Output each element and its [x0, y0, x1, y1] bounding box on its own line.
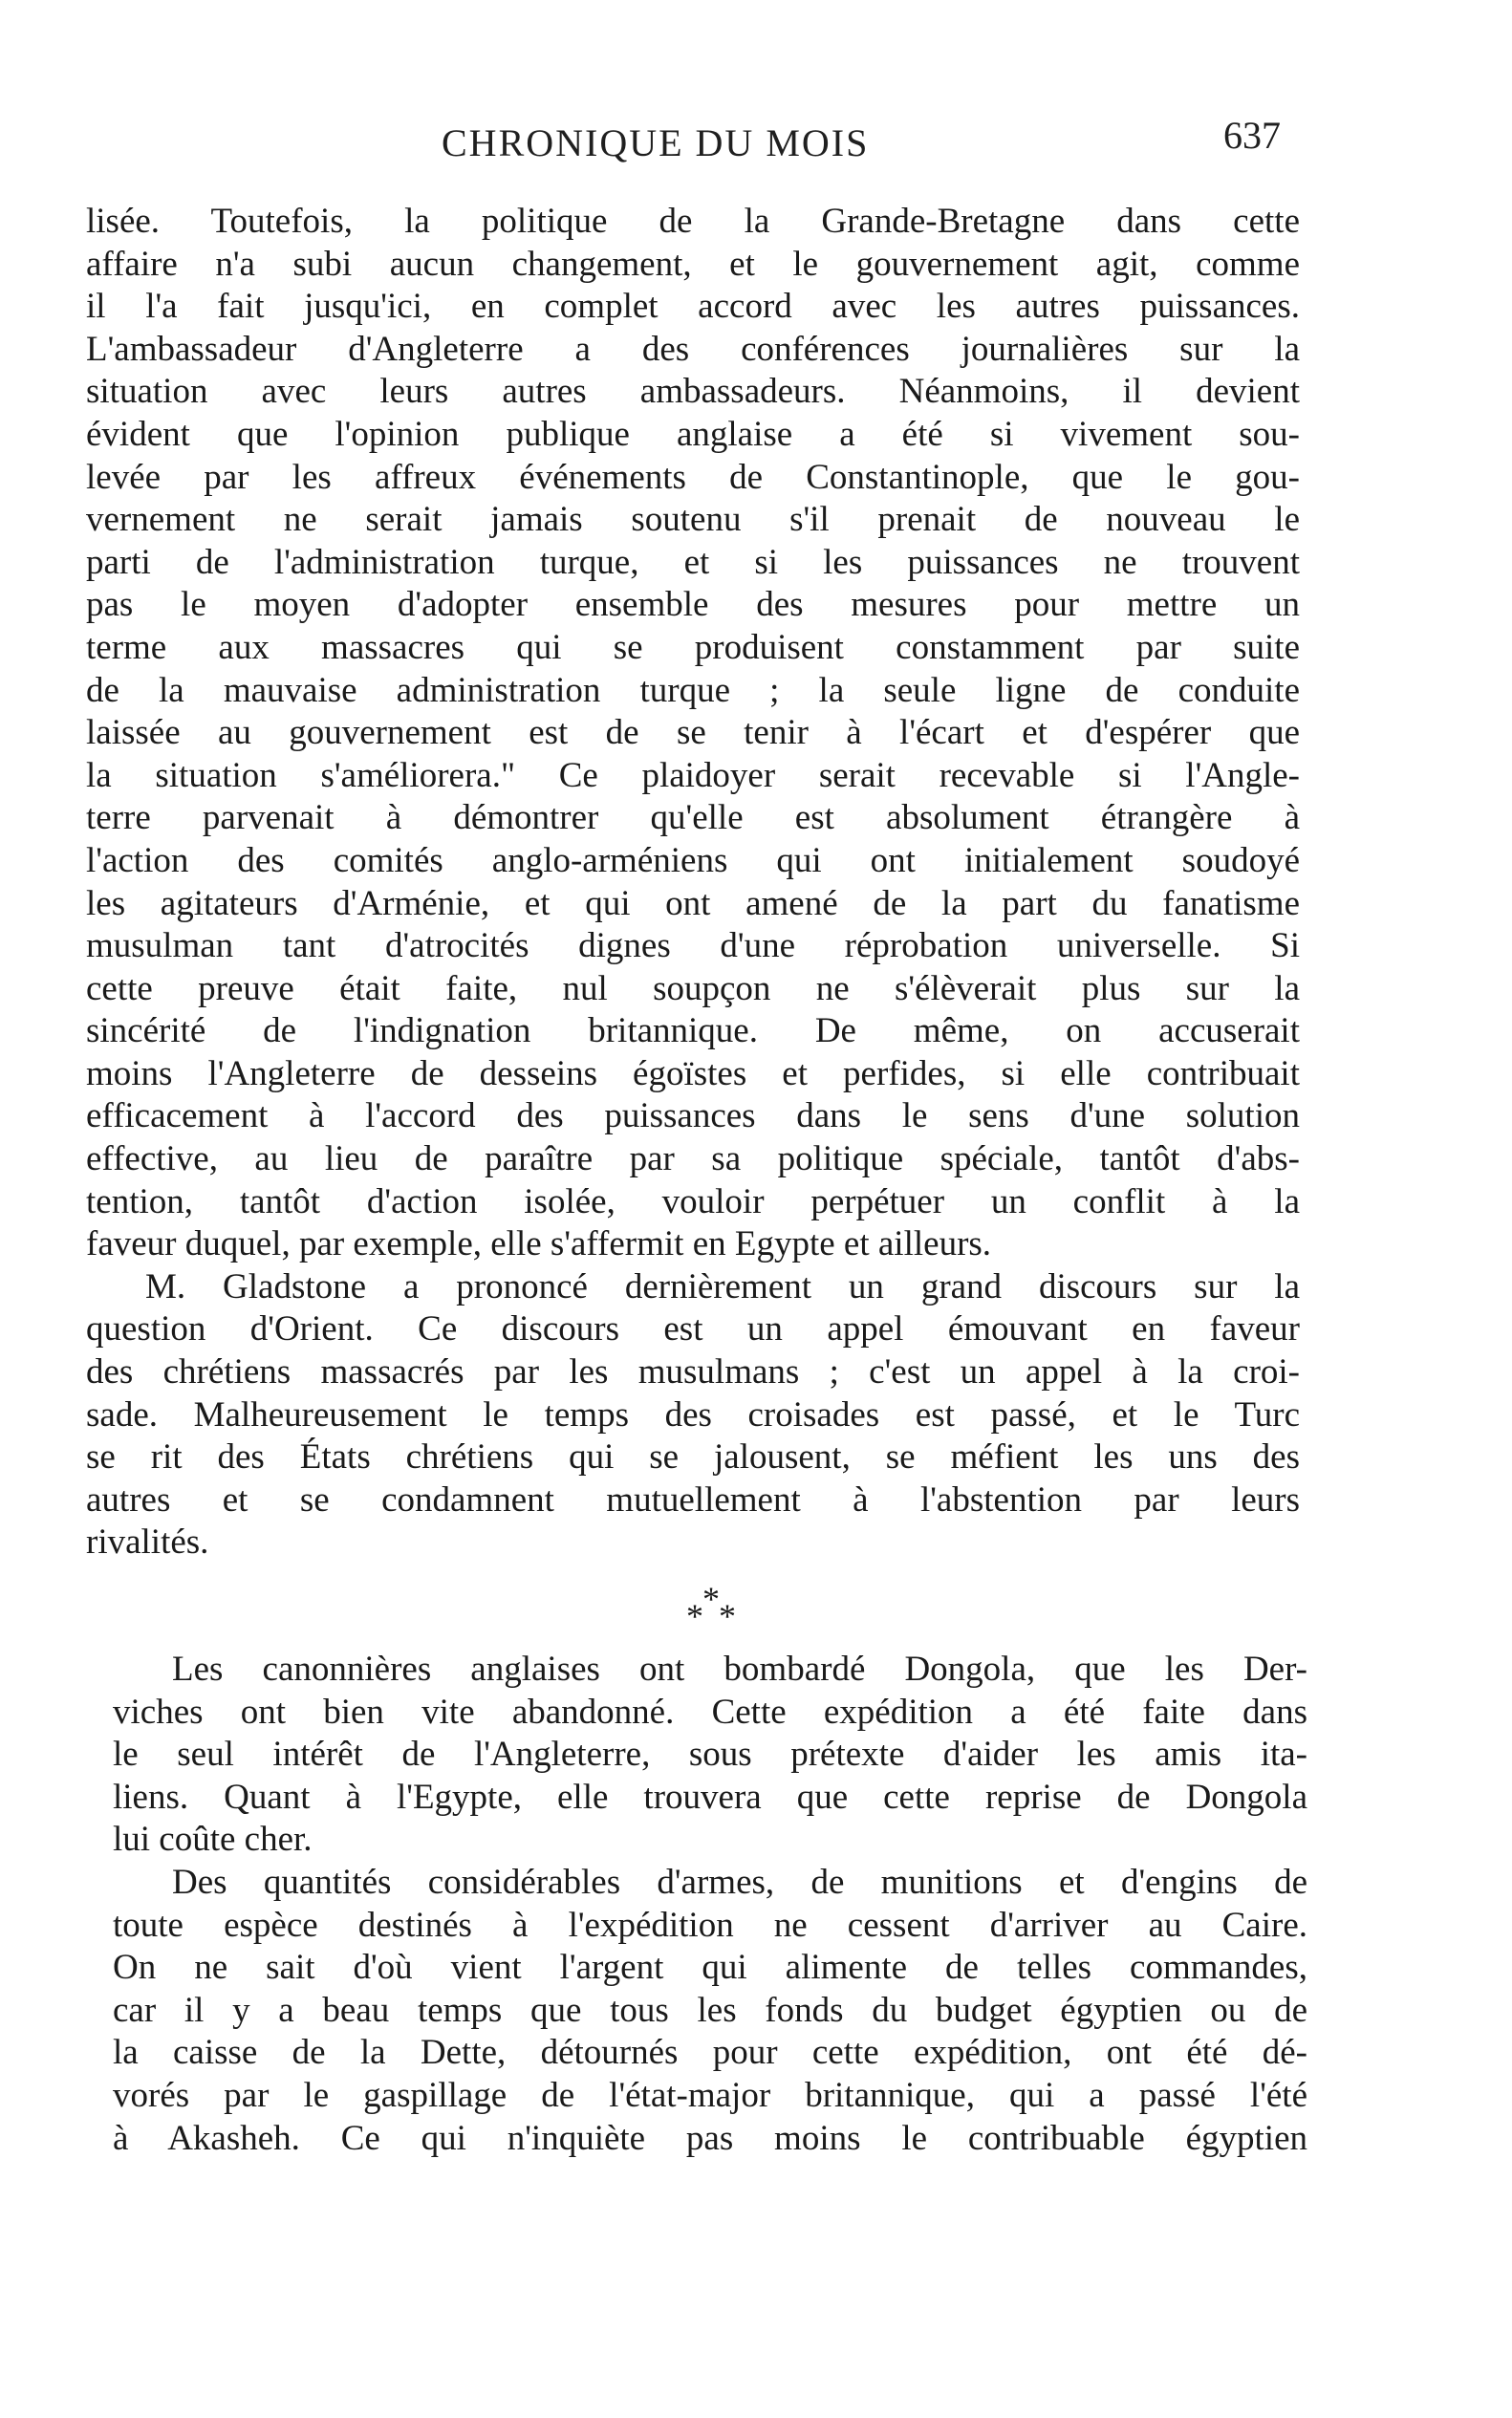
- text-line: se rit des États chrétiens qui se jalousent, se méfient les uns des: [86, 1437, 1300, 1478]
- text-line: car il y a beau temps que tous les fonds du budget égyptien ou de: [113, 1990, 1307, 2030]
- text-line: la situation s'améliorera." Ce plaidoyer serait recevable si l'Angle-: [86, 755, 1300, 795]
- asterism-star: *: [702, 1580, 720, 1618]
- paragraph: [86, 201, 1300, 1266]
- text-line: l'action des comités anglo-arméniens qui ont initialement soudoyé: [86, 840, 1300, 880]
- text-line: viches ont bien vite abandonné. Cette expédition a été faite dans: [113, 1692, 1307, 1732]
- text-line: rivalités.: [86, 1522, 209, 1563]
- text-line: question d'Orient. Ce discours est un appel émouvant en faveur: [86, 1309, 1300, 1349]
- asterism-star: *: [719, 1597, 736, 1635]
- text-line: situation avec leurs autres ambassadeurs. Néanmoins, il devient: [86, 372, 1300, 412]
- running-title: CHRONIQUE DU MOIS: [442, 121, 870, 164]
- text-line: il l'a fait jusqu'ici, en complet accord avec les autres puissances.: [86, 287, 1300, 327]
- text-line: musulman tant d'atrocités dignes d'une réprobation universelle. Si: [86, 926, 1300, 966]
- paragraph: [86, 1266, 1300, 1565]
- text-line: vernement ne serait jamais soutenu s'il prenait de nouveau le: [86, 500, 1300, 540]
- text-line: levée par les affreux événements de Constantinople, que le gou-: [86, 457, 1300, 497]
- text-line: Des quantités considérables d'armes, de munitions et d'engins de: [172, 1862, 1307, 1902]
- text-line: pas le moyen d'adopter ensemble des mesures pour mettre un: [86, 585, 1300, 625]
- text-line: tention, tantôt d'action isolée, vouloir perpétuer un conflit à la: [86, 1181, 1300, 1221]
- text-line: M. Gladstone a prononcé dernièrement un grand discours sur la: [145, 1266, 1300, 1306]
- text-line: évident que l'opinion publique anglaise a été si vivement sou-: [86, 414, 1300, 454]
- text-line: de la mauvaise administration turque ; la seule ligne de conduite: [86, 670, 1300, 710]
- text-line: à Akasheh. Ce qui n'inquiète pas moins le contribuable égyptien: [113, 2118, 1307, 2158]
- section-2: [113, 1649, 1307, 2160]
- text-line: les agitateurs d'Arménie, et qui ont amené de la part du fanatisme: [86, 883, 1300, 923]
- text-line: liens. Quant à l'Egypte, elle trouvera que cette reprise de Dongola: [113, 1777, 1307, 1817]
- text-line: laissée au gouvernement est de se tenir à l'écart et d'espérer que: [86, 713, 1300, 753]
- text-line: faveur duquel, par exemple, elle s'affermit en Egypte et ailleurs.: [86, 1224, 992, 1264]
- text-line: autres et se condamnent mutuellement à l'abstention par leurs: [86, 1479, 1300, 1520]
- text-line: lui coûte cher.: [113, 1820, 313, 1860]
- text-line: Les canonnières anglaises ont bombardé Dongola, que les Der-: [172, 1650, 1307, 1689]
- text-line: sincérité de l'indignation britannique. De même, on accuserait: [86, 1011, 1300, 1051]
- paragraph: [113, 1649, 1307, 1862]
- text-line: terme aux massacres qui se produisent constamment par suite: [86, 627, 1300, 667]
- text-line: parti de l'administration turque, et si les puissances ne trouvent: [86, 542, 1300, 582]
- text-line: vorés par le gaspillage de l'état-major britannique, qui a passé l'été: [113, 2075, 1307, 2115]
- page-number: 637: [1223, 114, 1281, 157]
- text-line: toute espèce destinés à l'expédition ne cessent d'arriver au Caire.: [113, 1905, 1307, 1945]
- text-line: effective, au lieu de paraître par sa politique spéciale, tantôt d'abs-: [86, 1139, 1300, 1179]
- text-line: lisée. Toutefois, la politique de la Grande-Bretagne dans cette: [86, 202, 1300, 241]
- section-1: [86, 201, 1300, 1679]
- text-line: sade. Malheureusement le temps des croisades est passé, et le Turc: [86, 1394, 1300, 1435]
- paragraph: [113, 1862, 1307, 2160]
- running-head: [86, 113, 1281, 170]
- text-line: efficacement à l'accord des puissances dans le sens d'une solution: [86, 1096, 1300, 1136]
- text-line: des chrétiens massacrés par les musulmans ; c'est un appel à la croi-: [86, 1352, 1300, 1393]
- text-line: affaire n'a subi aucun changement, et le gouvernement agit, comme: [86, 244, 1300, 284]
- text-line: terre parvenait à démontrer qu'elle est absolument étrangère à: [86, 798, 1300, 838]
- text-line: le seul intérêt de l'Angleterre, sous prétexte d'aider les amis ita-: [113, 1735, 1307, 1775]
- text-line: L'ambassadeur d'Angleterre a des conférences journalières sur la: [86, 329, 1300, 369]
- text-line: On ne sait d'où vient l'argent qui alimente de telles commandes,: [113, 1948, 1307, 1988]
- text-line: la caisse de la Dette, détournés pour cette expédition, ont été dé-: [113, 2033, 1307, 2073]
- text-line: cette preuve était faite, nul soupçon ne s'élèverait plus sur la: [86, 968, 1300, 1008]
- asterism-star: *: [686, 1597, 703, 1635]
- text-line: moins l'Angleterre de desseins égoïstes et perfides, si elle contribuait: [86, 1053, 1300, 1093]
